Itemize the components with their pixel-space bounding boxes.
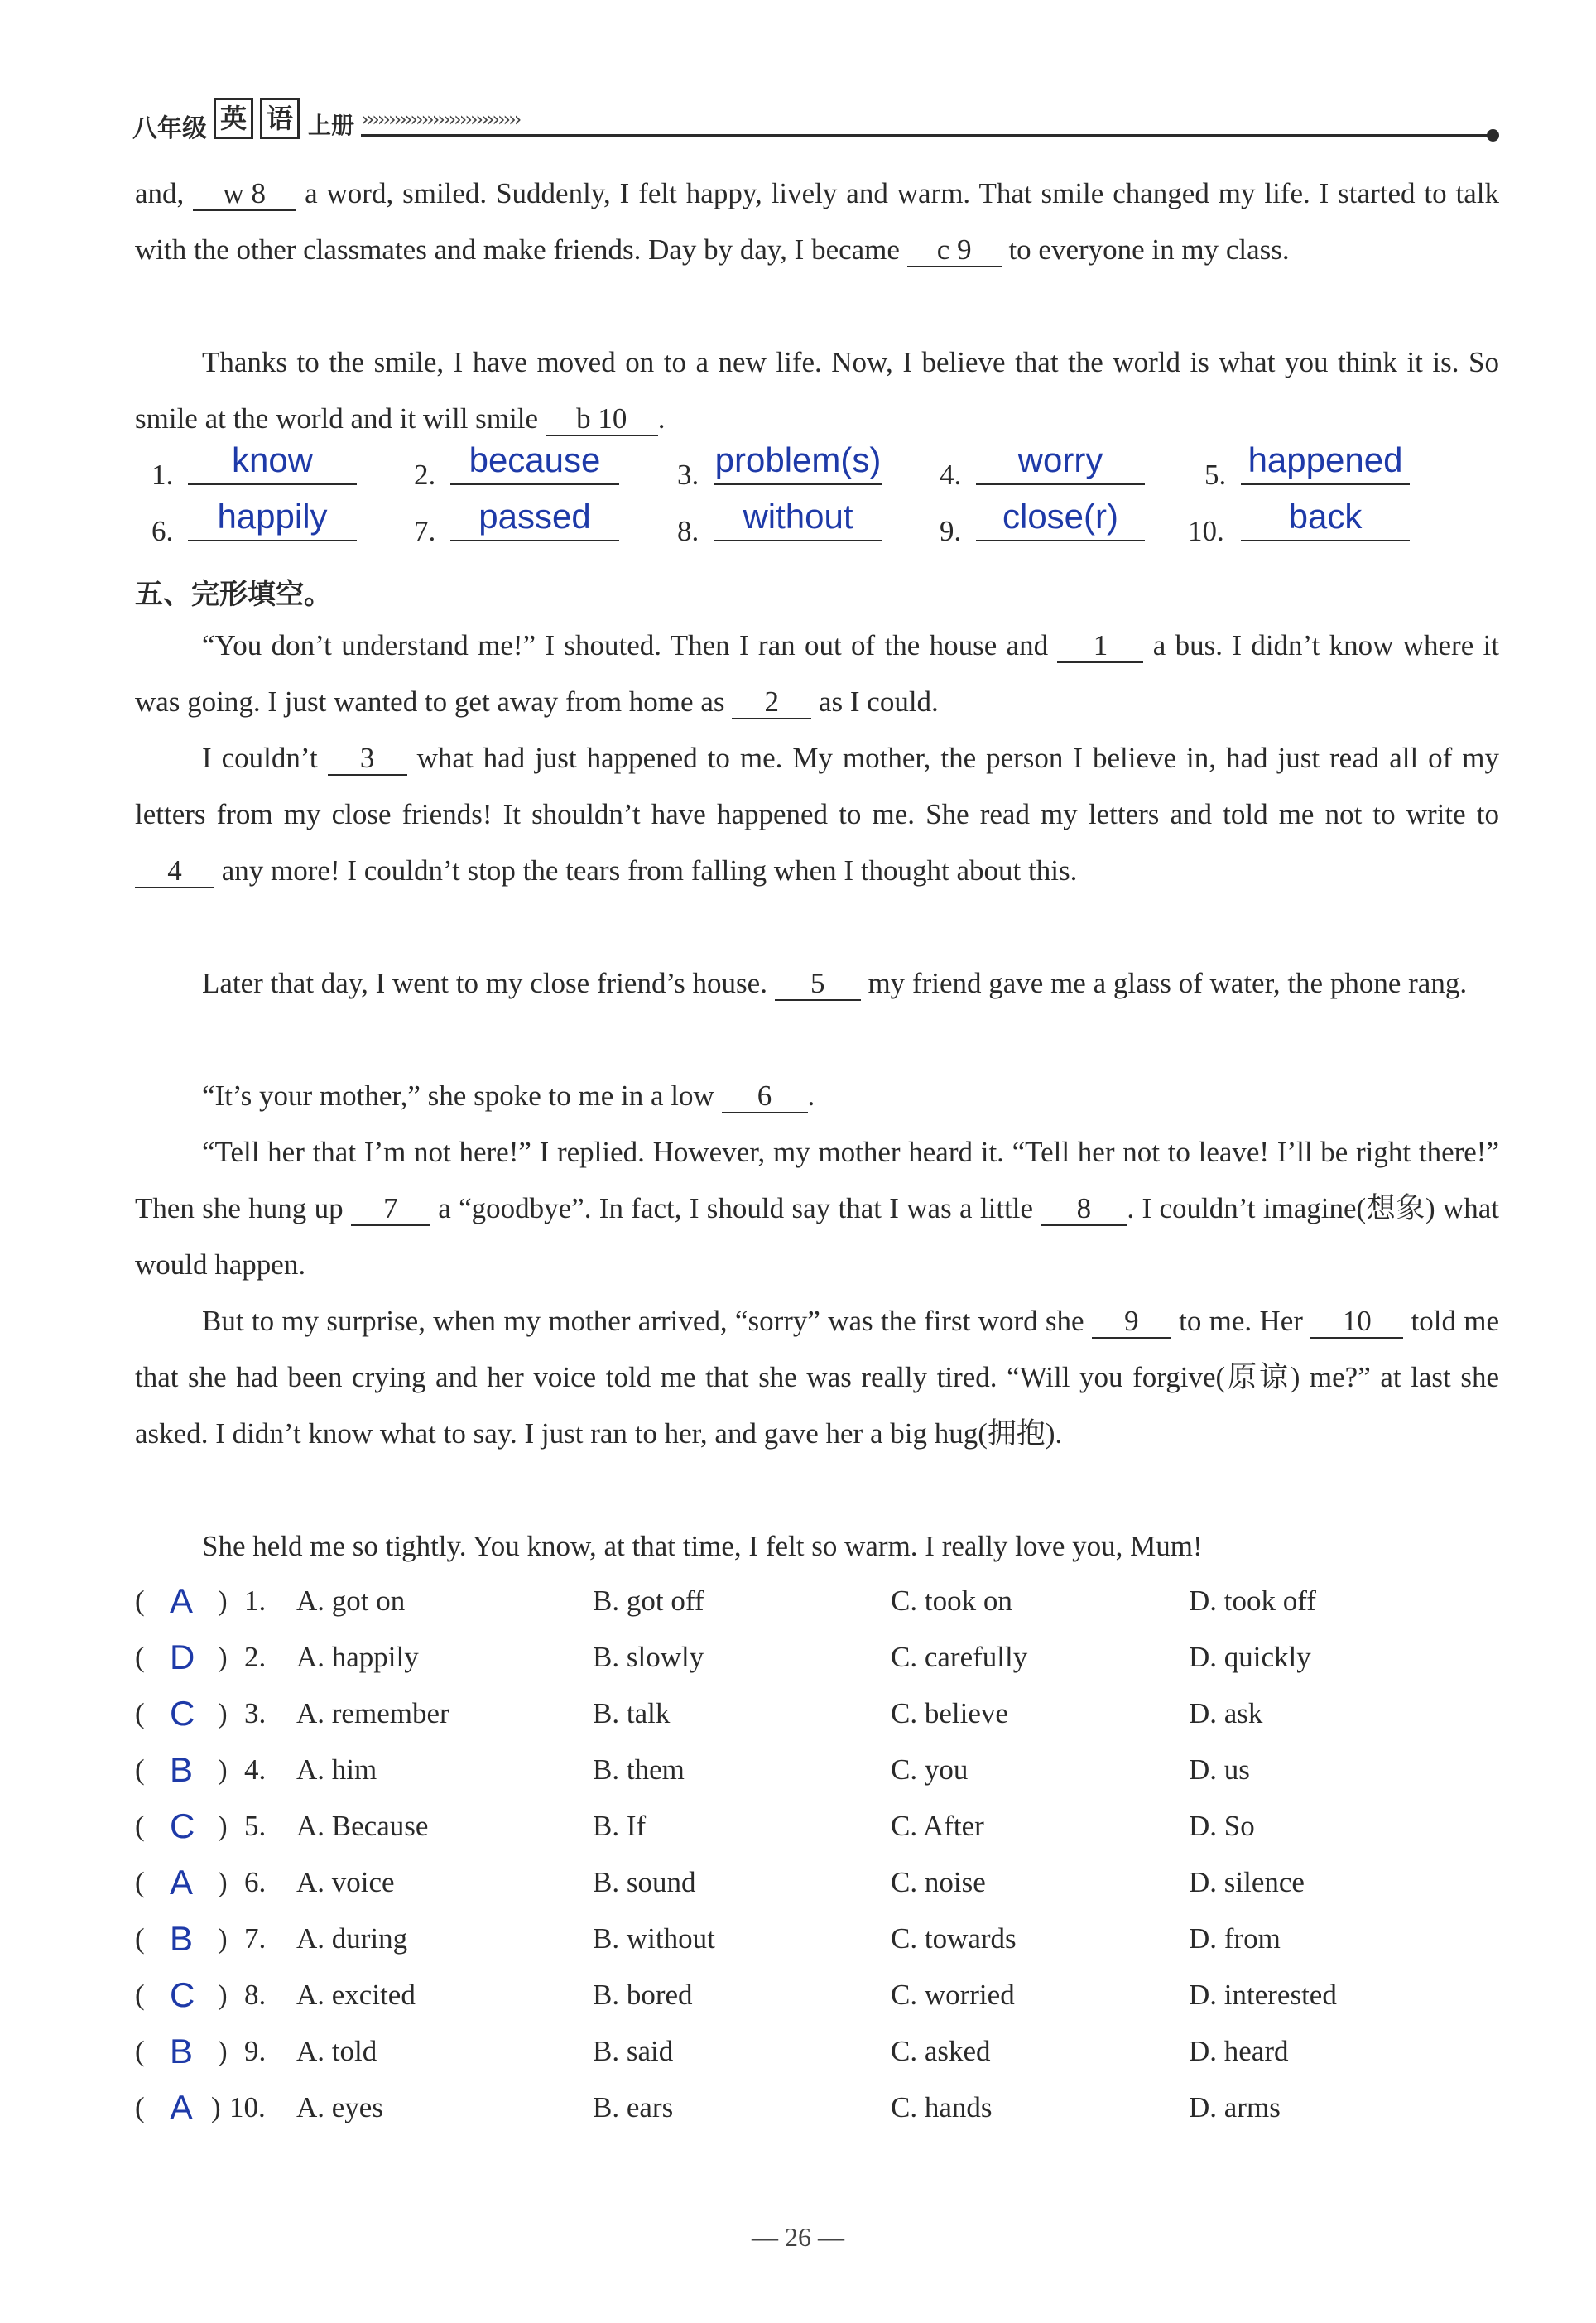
option-b: B. them [593, 1753, 685, 1786]
option-a: A. told [296, 2035, 377, 2067]
option-b: B. slowly [593, 1641, 704, 1673]
option-c: C. noise [891, 1866, 986, 1898]
chosen-answer: D [170, 1638, 195, 1676]
option-a: A. Because [296, 1810, 429, 1842]
option-b: B. got off [593, 1585, 704, 1617]
chosen-answer: A [170, 1863, 194, 1902]
option-d: D. So [1189, 1810, 1255, 1842]
chosen-answer: B [170, 1750, 194, 1789]
option-c: C. hands [891, 2091, 993, 2123]
chosen-answer: C [170, 1694, 195, 1733]
option-c: C. After [891, 1810, 984, 1842]
option-c: C. towards [891, 1922, 1017, 1955]
header-arrows: ››››››››››››››››››››››››››››› [361, 108, 520, 131]
option-a: A. eyes [296, 2091, 383, 2123]
answer-value: because [450, 437, 619, 485]
cloze-paragraph-6: But to my surprise, when my mother arrived, “sorry” was the first word she 9 to me. Her 10 told me that she had been crying and her voice told me that she was really tired. “Will you forgive(原谅) me?” at last she asked. I didn’t know what to say. I just ran to her, and gave her a big hug(拥抱). [135, 1305, 1500, 1450]
chosen-answer: C [170, 1975, 195, 2014]
blank-2: 2 [732, 686, 811, 719]
option-b: B. sound [593, 1866, 696, 1898]
answer-value: happened [1241, 437, 1410, 485]
cloze-paragraph-3: Later that day, I went to my close friend’s house. 5 my friend gave me a glass of water, the phone rang. [202, 967, 1468, 999]
blank-5: 5 [775, 968, 861, 1001]
blank-10: b 10 [546, 403, 658, 436]
option-c: C. believe [891, 1697, 1008, 1729]
answer-value: without [714, 493, 882, 541]
cloze-paragraph-7: She held me so tightly. You know, at that time, I felt so warm. I really love you, Mum! [202, 1530, 1203, 1562]
answer-value: happily [188, 493, 357, 541]
answer-value: back [1241, 493, 1410, 541]
chosen-answer: B [170, 2032, 194, 2070]
blank-4: 4 [135, 855, 214, 888]
answer-value: problem(s) [714, 437, 882, 485]
chosen-answer: C [170, 1806, 195, 1845]
option-b: B. without [593, 1922, 715, 1955]
answer-value: worry [976, 437, 1145, 485]
blank-10-cloze: 10 [1310, 1306, 1403, 1339]
chosen-answer: B [170, 1919, 194, 1958]
option-d: D. silence [1189, 1866, 1305, 1898]
blank-7: 7 [351, 1193, 430, 1226]
subject-char-1: 英 [214, 98, 253, 139]
option-c: C. took on [891, 1585, 1012, 1617]
chosen-answer: A [170, 2088, 194, 2127]
option-c: C. worried [891, 1979, 1015, 2011]
passage-paragraph-1: and, w 8 a word, smiled. Suddenly, I felt happy, lively and warm. That smile changed my life. I started to talk with the other classmates and make friends. Day by day, I became c 9 to everyone in my class. [135, 177, 1499, 266]
page-number: — 26 — [752, 2222, 844, 2252]
passage-paragraph-2: Thanks to the smile, I have moved on to a new life. Now, I believe that the world is what you think it is. So smile at the world and it will smile b 10 . [135, 346, 1499, 435]
cloze-paragraph-2: I couldn’t 3 what had just happened to me. My mother, the person I believe in, had just read all of my letters from my close friends! It shouldn’t have happened to me. She read my letters and told me not to write to 4 any more! I couldn’t stop the tears from falling when I thought about this. [135, 742, 1499, 887]
chosen-answer: A [170, 1581, 194, 1620]
option-c: C. carefully [891, 1641, 1028, 1673]
option-b: B. ears [593, 2091, 674, 2123]
cloze-paragraph-1: “You don’t understand me!” I shouted. Then I ran out of the house and 1 a bus. I didn’t know where it was going. I just wanted to get away from home as 2 as I could. [135, 629, 1500, 718]
option-a: A. remember [296, 1697, 449, 1729]
page-header [132, 93, 1498, 142]
header-dot [1487, 129, 1499, 142]
option-d: D. interested [1189, 1979, 1337, 2011]
grade-label: 八年级 [132, 114, 207, 143]
answer-value: close(r) [976, 493, 1145, 541]
option-a: A. excited [296, 1979, 416, 2011]
option-d: D. arms [1189, 2091, 1281, 2123]
option-d: D. quickly [1189, 1641, 1311, 1673]
option-b: B. bored [593, 1979, 693, 2011]
option-d: D. ask [1189, 1697, 1263, 1729]
option-d: D. took off [1189, 1585, 1316, 1617]
volume-label: 上册 [308, 112, 355, 139]
option-a: A. him [296, 1753, 377, 1786]
option-c: C. asked [891, 2035, 991, 2067]
blank-9-cloze: 9 [1092, 1306, 1171, 1339]
option-a: A. voice [296, 1866, 395, 1898]
option-b: B. talk [593, 1697, 671, 1729]
answer-value: passed [450, 493, 619, 541]
cloze-paragraph-4: “It’s your mother,” she spoke to me in a low 6 . [202, 1080, 815, 1112]
subject-char-2: 语 [260, 98, 300, 139]
option-a: A. happily [296, 1641, 419, 1673]
cloze-paragraph-5: “Tell her that I’m not here!” I replied. However, my mother heard it. “Tell her not to leave! I’ll be right there!” Then she hung up 7 a “goodbye”. In fact, I should say that I was a little 8 . I couldn’t imagine(想象) what would happen. [135, 1136, 1499, 1281]
option-b: B. said [593, 2035, 674, 2067]
option-a: A. got on [296, 1585, 406, 1617]
option-b: B. If [593, 1810, 647, 1842]
option-a: A. during [296, 1922, 408, 1955]
option-c: C. you [891, 1753, 969, 1786]
blank-8: w 8 [193, 178, 296, 211]
blank-8-cloze: 8 [1041, 1193, 1127, 1226]
option-d: D. heard [1189, 2035, 1289, 2067]
option-d: D. from [1189, 1922, 1281, 1955]
option-d: D. us [1189, 1753, 1250, 1786]
section-title: 五、完形填空。 [135, 578, 332, 611]
answer-value: know [188, 437, 357, 485]
blank-6: 6 [722, 1080, 808, 1113]
blank-9: c 9 [907, 234, 1002, 267]
blank-3: 3 [328, 743, 407, 776]
blank-1: 1 [1057, 630, 1143, 663]
header-rule [361, 134, 1490, 137]
